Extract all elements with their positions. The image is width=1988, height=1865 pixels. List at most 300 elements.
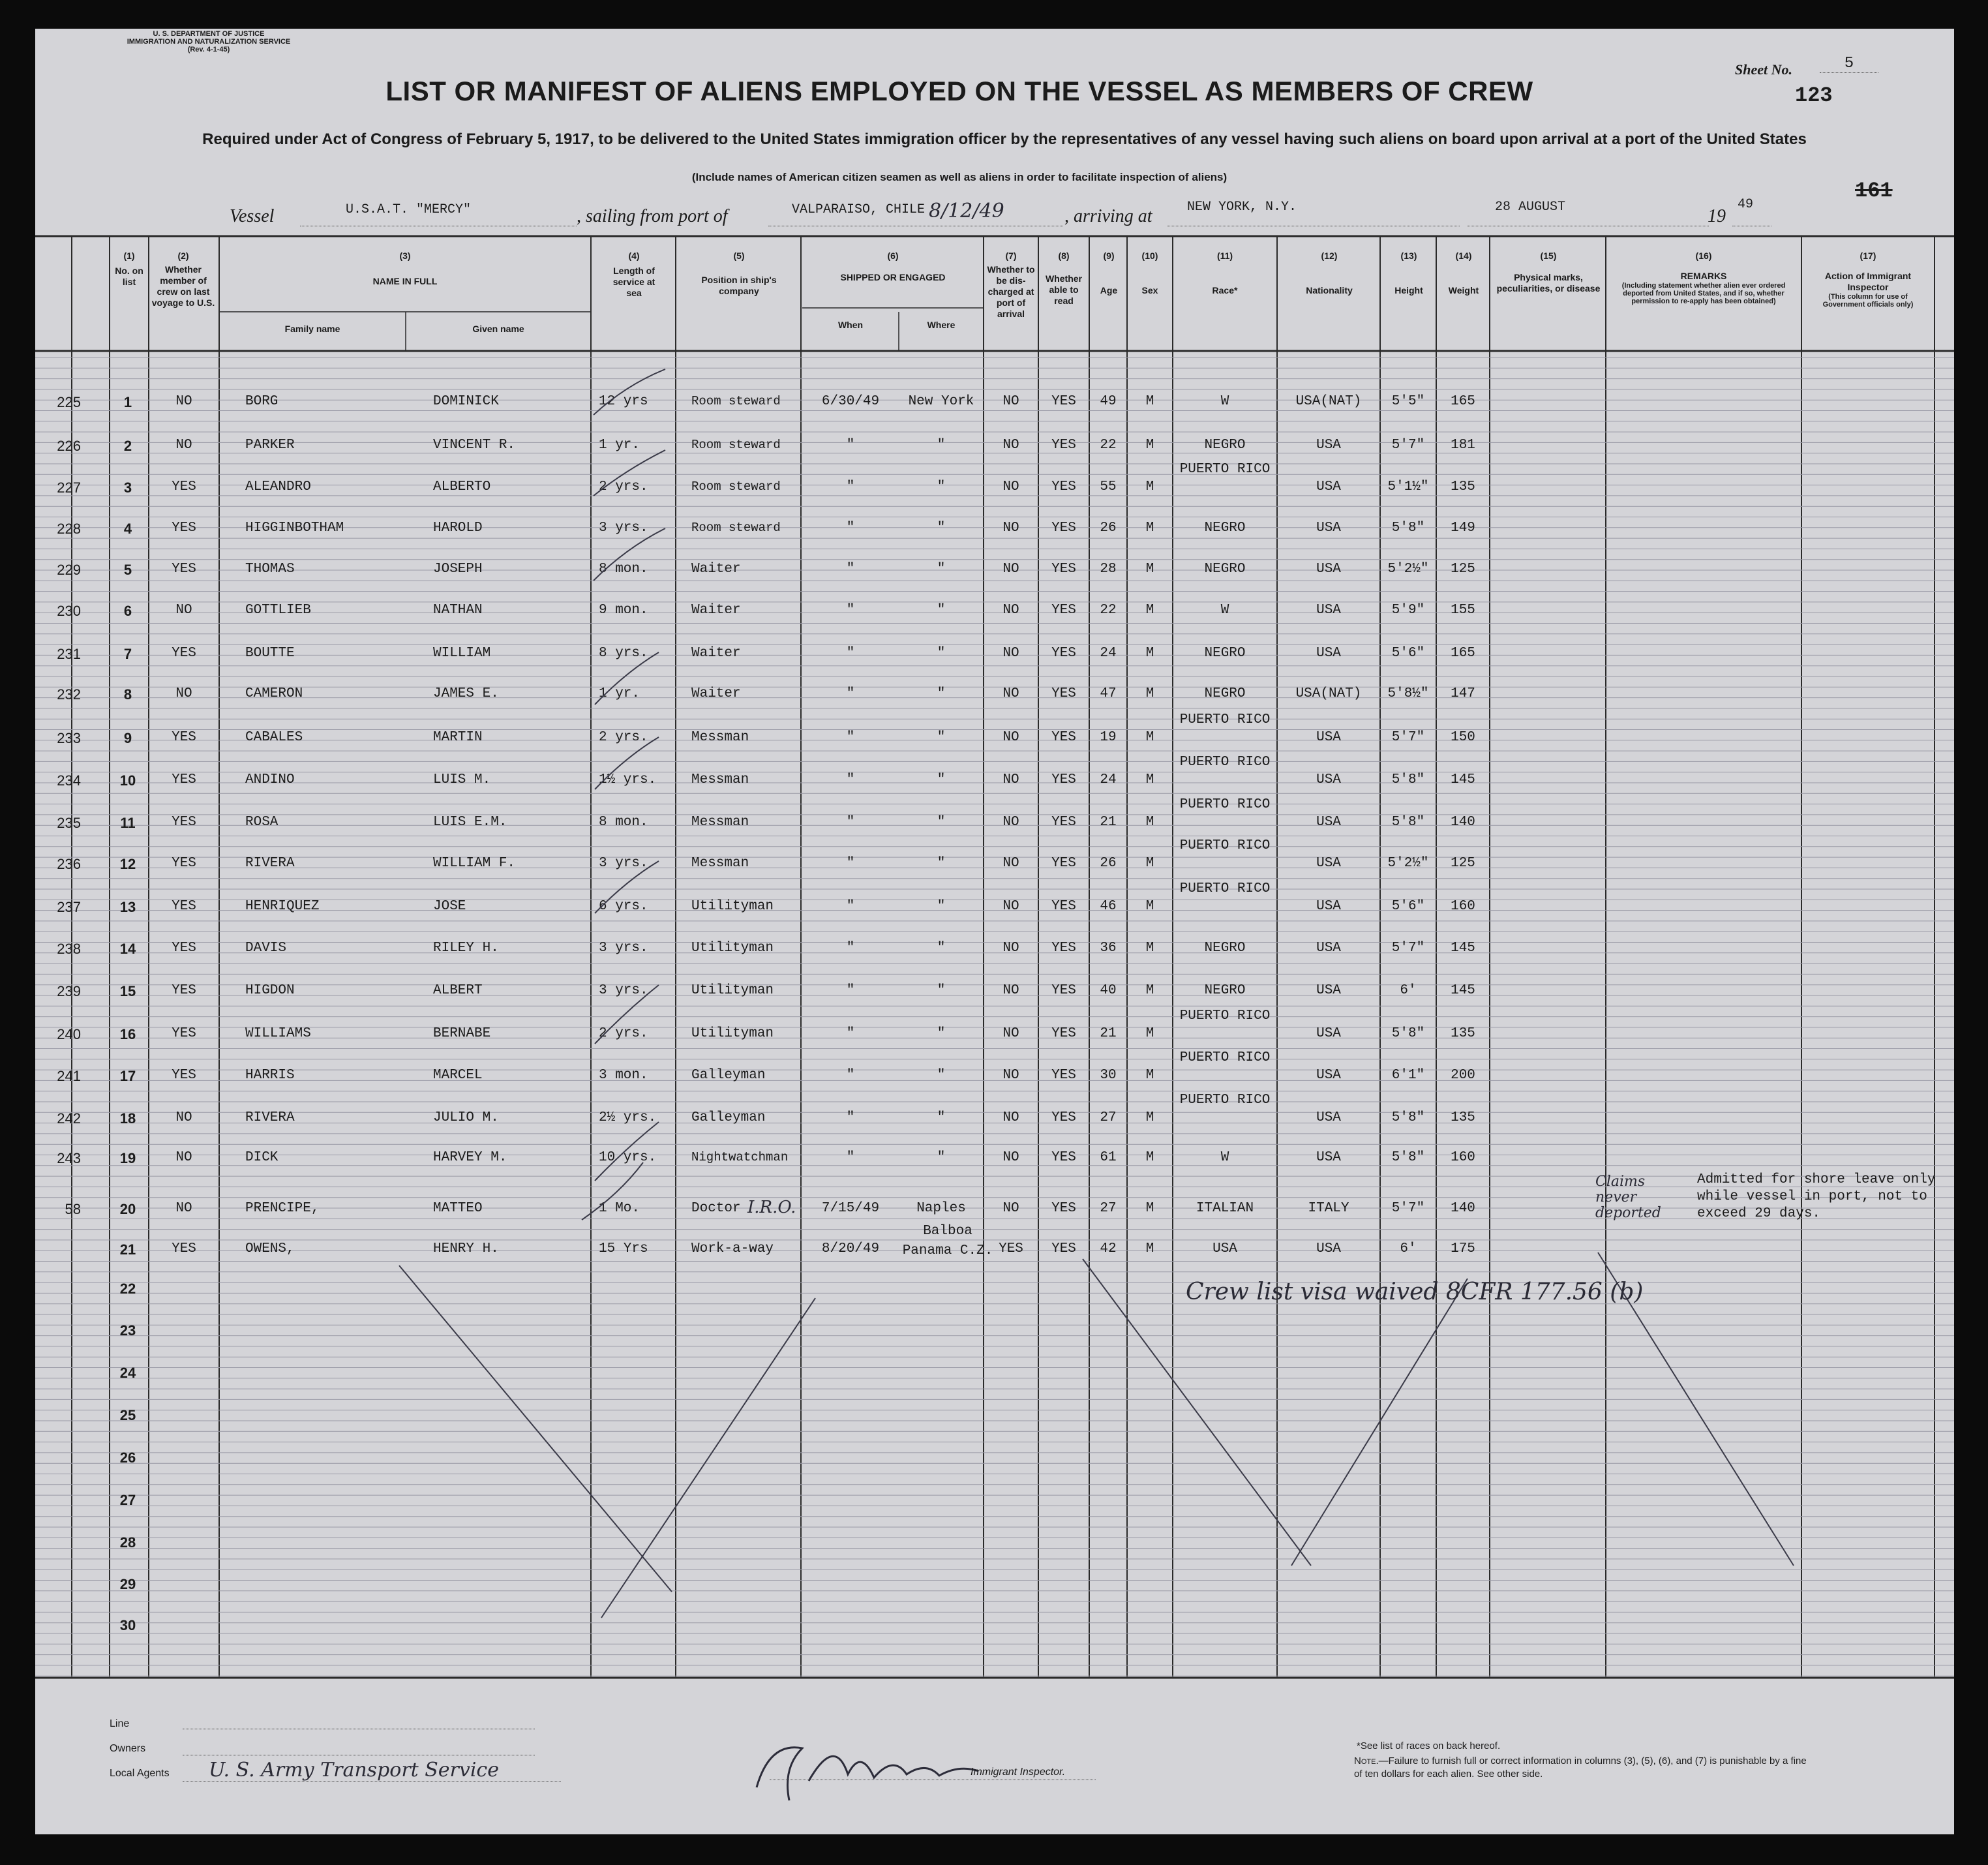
row-number: 2 — [123, 438, 132, 454]
cell-family: DICK — [245, 1150, 279, 1165]
col-num: (4) — [628, 250, 640, 261]
cell-weight: 160 — [1451, 1150, 1475, 1165]
row-number: 3 — [123, 479, 132, 496]
agents-label: Local Agents — [110, 1768, 170, 1779]
requirement-text: Required under Act of Congress of February 5, 1917, to be delivered to the United States immigration officer by the representatives of any vessel having such aliens on board upon arrival at a port of the United States — [202, 130, 1807, 148]
cell-discharged: NO — [1002, 1068, 1019, 1083]
row-number: 8 — [123, 686, 132, 703]
cell-where: " — [937, 983, 946, 998]
cell-position: Waiter — [691, 686, 741, 701]
cell-read: YES — [1051, 438, 1076, 453]
cell-sex: M — [1145, 603, 1154, 618]
line-number: 238 — [57, 941, 81, 957]
cell-when: 8/20/49 — [821, 1241, 880, 1256]
cell-prev: YES — [172, 772, 196, 787]
col-label: Weight — [1448, 285, 1479, 296]
cell-height: 5'8" — [1391, 815, 1425, 830]
cell-position: Galleyman — [691, 1068, 766, 1083]
cell-race: PUERTO RICO — [1179, 755, 1271, 770]
row-number: 29 — [119, 1576, 136, 1592]
row-number: 23 — [119, 1322, 136, 1339]
cell-weight: 140 — [1451, 815, 1475, 830]
cell-nationality: USA — [1316, 856, 1341, 871]
cell-age: 42 — [1100, 1241, 1117, 1256]
cell-read: YES — [1051, 1068, 1076, 1083]
cell-prev: YES — [172, 899, 196, 914]
line-number: 235 — [57, 815, 81, 831]
arriving-label: , arriving at — [1064, 206, 1152, 226]
cell-weight: 147 — [1451, 686, 1475, 701]
cell-weight: 160 — [1451, 899, 1475, 914]
col-num: (17) — [1860, 250, 1876, 261]
col-label: Whether able to read — [1046, 273, 1082, 306]
cell-height: 5'2½" — [1387, 856, 1429, 871]
cell-given: ALBERT — [433, 983, 483, 998]
cell-discharged: NO — [1002, 815, 1019, 830]
line-number: 240 — [57, 1026, 81, 1042]
cell-race: NEGRO — [1204, 562, 1246, 577]
cell-prev: YES — [172, 983, 196, 998]
cell-height: 5'2½" — [1387, 562, 1429, 577]
cell-family: RIVERA — [245, 856, 295, 871]
when-header: When — [837, 320, 864, 330]
cell-sex: M — [1145, 856, 1154, 871]
cell-weight: 165 — [1451, 646, 1475, 661]
cell-family: GOTTLIEB — [245, 603, 311, 618]
cell-family: WILLIAMS — [245, 1026, 311, 1041]
row-number: 24 — [119, 1365, 136, 1381]
line-number: 230 — [57, 603, 81, 619]
include-note: (Include names of American citizen seamen as well as aliens in order to facilitate inspection of aliens) — [691, 171, 1227, 183]
cell-given: JULIO M. — [433, 1110, 499, 1125]
col-num: (6) — [887, 250, 899, 261]
cell-given: DOMINICK — [433, 394, 499, 409]
row-number: 19 — [119, 1150, 136, 1166]
cell-height: 5'7" — [1391, 438, 1425, 453]
cell-given: BERNABE — [433, 1026, 491, 1041]
line-number: 237 — [57, 899, 81, 915]
cell-discharged: NO — [1002, 983, 1019, 998]
row-number: 10 — [119, 772, 136, 789]
cell-prev: NO — [175, 394, 192, 409]
cell-race: NEGRO — [1204, 646, 1246, 661]
cell-race: NEGRO — [1204, 941, 1246, 956]
cell-family: HENRIQUEZ — [245, 899, 320, 914]
cell-read: YES — [1051, 394, 1076, 409]
cell-weight: 125 — [1451, 562, 1475, 577]
cell-discharged: NO — [1002, 730, 1019, 745]
cell-position: Messman — [691, 856, 749, 871]
cell-service: 3 yrs. — [599, 983, 648, 998]
cell-height: 5'8" — [1391, 1150, 1425, 1165]
cell-family: OWENS, — [245, 1241, 295, 1256]
cell-service: 2 yrs. — [599, 730, 648, 745]
cell-where: Naples — [916, 1201, 966, 1216]
cell-where: " — [937, 438, 946, 453]
cell-height: 5'7" — [1391, 1201, 1425, 1216]
note-text: —Failure to furnish full or correct information in columns (3), (5), (6), and (7) is punishable by a fine of ten dollars for each alien. See other side. — [1354, 1755, 1807, 1780]
cell-when: " — [846, 941, 855, 956]
line-number: 234 — [57, 772, 81, 789]
cell-when: " — [846, 1150, 855, 1165]
cell-sex: M — [1145, 394, 1154, 409]
cell-read: YES — [1051, 646, 1076, 661]
cell-where: " — [937, 479, 946, 494]
cell-sex: M — [1145, 899, 1154, 914]
cell-sex: M — [1145, 562, 1154, 577]
cell-nationality: USA — [1316, 562, 1341, 577]
cell-age: 36 — [1100, 941, 1117, 956]
inspector-signature — [744, 1729, 1004, 1813]
line-number: 239 — [57, 983, 81, 999]
remarks-typed: Admitted for shore leave only while vessel in port, not to exceed 29 days. — [1697, 1172, 1936, 1221]
cell-family: BORG — [245, 394, 279, 409]
cell-weight: 145 — [1451, 983, 1475, 998]
col-num: (12) — [1321, 250, 1338, 261]
cell-age: 28 — [1100, 562, 1117, 577]
cell-prev: YES — [172, 1026, 196, 1041]
cell-when: " — [846, 686, 855, 701]
cell-position: Nightwatchman — [691, 1150, 789, 1164]
cell-family: DAVIS — [245, 941, 287, 956]
cell-position: Utilityman — [691, 983, 774, 998]
cell-prev: NO — [175, 686, 192, 701]
cell-height: 5'6" — [1391, 899, 1425, 914]
doctor-note: I.R.O. — [747, 1198, 796, 1217]
crew-list-note: Crew list visa waived 8CFR 177.56 (b) — [1186, 1279, 1644, 1305]
col-label: Whether member of crew on last voyage to U.S. — [151, 264, 215, 308]
col-label: Race* — [1212, 285, 1238, 296]
agency-line: U. S. DEPARTMENT OF JUSTICE — [153, 30, 265, 38]
cell-family: HIGDON — [245, 983, 295, 998]
cell-given: NATHAN — [433, 603, 483, 618]
cell-position: Utilityman — [691, 1026, 774, 1041]
cell-given: VINCENT R. — [433, 438, 516, 453]
cell-family: RIVERA — [245, 1110, 295, 1125]
cell-prev: NO — [175, 438, 192, 453]
agents-value: U. S. Army Transport Service — [209, 1759, 499, 1782]
cell-given: HAROLD — [433, 521, 483, 536]
cell-where: " — [937, 1110, 946, 1125]
cell-service: 1½ yrs. — [599, 772, 657, 787]
cell-age: 19 — [1100, 730, 1117, 745]
line-number: 231 — [57, 646, 81, 662]
cell-discharged: NO — [1002, 856, 1019, 871]
cell-where: " — [937, 772, 946, 787]
cell-weight: 155 — [1451, 603, 1475, 618]
cell-given: MARCEL — [433, 1068, 483, 1083]
col-num: (16) — [1695, 250, 1712, 261]
cell-when: " — [846, 772, 855, 787]
cell-age: 21 — [1100, 815, 1117, 830]
cell-service: 2 yrs. — [599, 479, 648, 494]
cell-weight: 150 — [1451, 730, 1475, 745]
cell-age: 47 — [1100, 686, 1117, 701]
cell-discharged: NO — [1002, 562, 1019, 577]
cell-read: YES — [1051, 730, 1076, 745]
line-number: 228 — [57, 521, 81, 537]
col-label: Height — [1394, 285, 1423, 296]
cell-where: " — [937, 1150, 946, 1165]
cell-family: BOUTTE — [245, 646, 295, 661]
cell-age: 24 — [1100, 646, 1117, 661]
cell-where: " — [937, 730, 946, 745]
cell-when: 6/30/49 — [821, 394, 880, 409]
penalty-note — [1354, 1755, 1811, 1781]
row-number: 1 — [123, 394, 132, 410]
cell-discharged: NO — [1002, 1201, 1019, 1216]
cell-age: 49 — [1100, 394, 1117, 409]
given-name-header: Given name — [472, 324, 524, 334]
cell-nationality: ITALY — [1308, 1201, 1349, 1216]
cell-weight: 181 — [1451, 438, 1475, 453]
cell-nationality: USA(NAT) — [1295, 394, 1362, 409]
cell-when: " — [846, 646, 855, 661]
owners-label: Owners — [110, 1743, 146, 1754]
port-from: VALPARAISO, CHILE — [792, 202, 926, 217]
cell-nationality: USA — [1316, 941, 1341, 956]
cell-prev: YES — [172, 562, 196, 577]
cell-age: 55 — [1100, 479, 1117, 494]
cell-where: " — [937, 603, 946, 618]
col-label: Length of service at sea — [612, 265, 655, 298]
cell-given: JOSE — [433, 899, 466, 914]
col-label: NAME IN FULL — [372, 276, 438, 286]
cell-prev: NO — [175, 603, 192, 618]
col-num: (2) — [177, 250, 189, 261]
cell-race: USA — [1212, 1241, 1237, 1256]
col-label: Physical marks, peculiarities, or disease — [1496, 272, 1601, 294]
cell-discharged: NO — [1002, 438, 1019, 453]
cell-service: 8 mon. — [599, 815, 648, 830]
cell-race: PUERTO RICO — [1179, 1050, 1271, 1065]
col-sublabel: (Including statement whether alien ever ordered deported from United States, and if so, whether permission to re-apply has been obtained) — [1621, 282, 1786, 305]
cell-where: " — [937, 562, 946, 577]
cell-position: Utilityman — [691, 941, 774, 956]
agency-line: (Rev. 4-1-45) — [187, 46, 230, 53]
cell-discharged: NO — [1002, 479, 1019, 494]
cell-family: PRENCIPE, — [245, 1201, 320, 1216]
cell-position: Messman — [691, 815, 749, 830]
cell-when: " — [846, 438, 855, 453]
cell-read: YES — [1051, 856, 1076, 871]
cell-where: Balboa Panama C.Z. — [902, 1224, 993, 1258]
year-suffix: 49 — [1738, 197, 1754, 212]
cell-where: " — [937, 646, 946, 661]
cell-sex: M — [1145, 479, 1154, 494]
cell-given: WILLIAM — [433, 646, 491, 661]
port-to: NEW YORK, N.Y. — [1187, 200, 1297, 215]
cell-when: " — [846, 815, 855, 830]
cell-when: 7/15/49 — [821, 1201, 880, 1216]
cell-height: 5'9" — [1391, 603, 1425, 618]
col-num: (8) — [1058, 250, 1070, 261]
cell-sex: M — [1145, 941, 1154, 956]
cell-given: MATTEO — [433, 1201, 483, 1216]
cell-when: " — [846, 603, 855, 618]
col-num: (11) — [1216, 250, 1233, 261]
cell-age: 22 — [1100, 603, 1117, 618]
row-number: 27 — [119, 1492, 136, 1508]
cell-when: " — [846, 479, 855, 494]
cell-height: 5'8½" — [1387, 686, 1429, 701]
cell-prev: YES — [172, 479, 196, 494]
cell-when: " — [846, 983, 855, 998]
cell-read: YES — [1051, 479, 1076, 494]
cell-given: WILLIAM F. — [433, 856, 516, 871]
cell-given: LUIS M. — [433, 772, 491, 787]
cell-age: 21 — [1100, 1026, 1117, 1041]
cell-where: " — [937, 856, 946, 871]
cell-service: 1 yr. — [599, 686, 640, 701]
cell-where: " — [937, 815, 946, 830]
arrive-date: 28 AUGUST — [1495, 200, 1566, 215]
cell-nationality: USA — [1316, 646, 1341, 661]
cell-service: 12 yrs — [599, 394, 648, 409]
cell-weight: 175 — [1451, 1241, 1475, 1256]
cell-age: 27 — [1100, 1110, 1117, 1125]
vessel-name: U.S.A.T. "MERCY" — [346, 202, 472, 217]
cell-given: JAMES E. — [433, 686, 499, 701]
cell-height: 6' — [1400, 983, 1417, 998]
cell-race: NEGRO — [1204, 521, 1246, 536]
cell-sex: M — [1145, 983, 1154, 998]
cell-given: ALBERTO — [433, 479, 491, 494]
row-number: 5 — [123, 562, 132, 578]
cell-nationality: USA — [1316, 1026, 1341, 1041]
cell-read: YES — [1051, 521, 1076, 536]
row-number: 25 — [119, 1407, 136, 1423]
cell-when: " — [846, 521, 855, 536]
cell-height: 5'7" — [1391, 730, 1425, 745]
cell-weight: 149 — [1451, 521, 1475, 536]
cell-age: 26 — [1100, 856, 1117, 871]
cell-height: 5'8" — [1391, 521, 1425, 536]
cell-sex: M — [1145, 438, 1154, 453]
cell-sex: M — [1145, 1201, 1154, 1216]
cell-where: " — [937, 899, 946, 914]
cell-read: YES — [1051, 1201, 1076, 1216]
cell-family: THOMAS — [245, 562, 295, 577]
line-number: 227 — [57, 479, 81, 496]
line-number: 243 — [57, 1150, 81, 1166]
cell-position: Messman — [691, 772, 749, 787]
family-name-header: Family name — [284, 324, 340, 334]
cell-read: YES — [1051, 686, 1076, 701]
cell-where: " — [937, 686, 946, 701]
cell-discharged: NO — [1002, 646, 1019, 661]
cell-read: YES — [1051, 983, 1076, 998]
line-number: 233 — [57, 730, 81, 746]
cell-position: Waiter — [691, 562, 741, 577]
cell-race: PUERTO RICO — [1179, 797, 1271, 812]
cell-where: New York — [908, 394, 974, 409]
col-sublabel: (This column for use of Government officials only) — [1822, 293, 1914, 309]
cell-position: Galleyman — [691, 1110, 766, 1125]
row-number: 12 — [119, 856, 136, 872]
cell-given: JOSEPH — [433, 562, 483, 577]
cell-race: W — [1220, 1150, 1229, 1165]
cell-race: PUERTO RICO — [1179, 838, 1271, 853]
cell-discharged: YES — [999, 1241, 1023, 1256]
cell-discharged: NO — [1002, 686, 1019, 701]
cell-prev: YES — [172, 646, 196, 661]
row-number: 22 — [119, 1281, 136, 1297]
cell-given: MARTIN — [433, 730, 483, 745]
sheet-label: Sheet No. — [1735, 61, 1792, 78]
claims-note: Claims never deported — [1595, 1174, 1661, 1221]
col-num: (15) — [1540, 250, 1557, 261]
line-number: 226 — [57, 438, 81, 454]
cell-weight: 145 — [1451, 941, 1475, 956]
races-note: *See list of races on back hereof. — [1357, 1740, 1501, 1751]
cell-service: 1 Mo. — [599, 1201, 640, 1216]
cell-service: 3 mon. — [599, 1068, 648, 1083]
cell-prev: NO — [175, 1150, 192, 1165]
col-num: (10) — [1141, 250, 1158, 261]
col-num: (13) — [1400, 250, 1417, 261]
cell-given: RILEY H. — [433, 941, 499, 956]
cell-service: 8 yrs. — [599, 646, 648, 661]
cell-height: 5'8" — [1391, 1110, 1425, 1125]
cell-height: 5'8" — [1391, 1026, 1425, 1041]
cell-position: Room steward — [691, 394, 781, 408]
cell-family: CABALES — [245, 730, 303, 745]
cell-service: 8 mon. — [599, 562, 648, 577]
cell-sex: M — [1145, 521, 1154, 536]
cell-service: 15 Yrs — [599, 1241, 648, 1256]
cell-weight: 125 — [1451, 856, 1475, 871]
cell-position: Room steward — [691, 479, 781, 494]
cell-read: YES — [1051, 1026, 1076, 1041]
cell-nationality: USA — [1316, 983, 1341, 998]
cell-age: 27 — [1100, 1201, 1117, 1216]
cell-when: " — [846, 730, 855, 745]
cell-where: " — [937, 1068, 946, 1083]
row-number: 16 — [119, 1026, 136, 1042]
cell-service: 6 yrs. — [599, 899, 648, 914]
cell-weight: 145 — [1451, 772, 1475, 787]
cell-nationality: USA — [1316, 772, 1341, 787]
cell-when: " — [846, 1026, 855, 1041]
note-label: Note. — [1354, 1755, 1379, 1766]
row-number: 30 — [119, 1617, 136, 1633]
cell-when: " — [846, 899, 855, 914]
line-number: 236 — [57, 856, 81, 872]
col-num: (9) — [1103, 250, 1115, 261]
cell-sex: M — [1145, 815, 1154, 830]
cell-position: Doctor — [691, 1201, 741, 1216]
cell-position: Utilityman — [691, 899, 774, 914]
cell-sex: M — [1145, 730, 1154, 745]
cell-service: 1 yr. — [599, 438, 640, 453]
line-number: 229 — [57, 562, 81, 578]
cell-when: " — [846, 562, 855, 577]
line-number: 225 — [57, 394, 81, 410]
row-number: 4 — [123, 521, 132, 537]
cell-when: " — [846, 1068, 855, 1083]
cell-discharged: NO — [1002, 899, 1019, 914]
cell-race: ITALIAN — [1196, 1201, 1254, 1216]
sailing-label: , sailing from port of — [577, 206, 728, 226]
cell-age: 30 — [1100, 1068, 1117, 1083]
col-label: REMARKS — [1680, 271, 1727, 281]
agency-line: IMMIGRATION AND NATURALIZATION SERVICE — [127, 38, 291, 46]
line-number: 242 — [57, 1110, 81, 1127]
cell-read: YES — [1051, 1241, 1076, 1256]
cell-weight: 135 — [1451, 1026, 1475, 1041]
cell-position: Room steward — [691, 521, 781, 535]
